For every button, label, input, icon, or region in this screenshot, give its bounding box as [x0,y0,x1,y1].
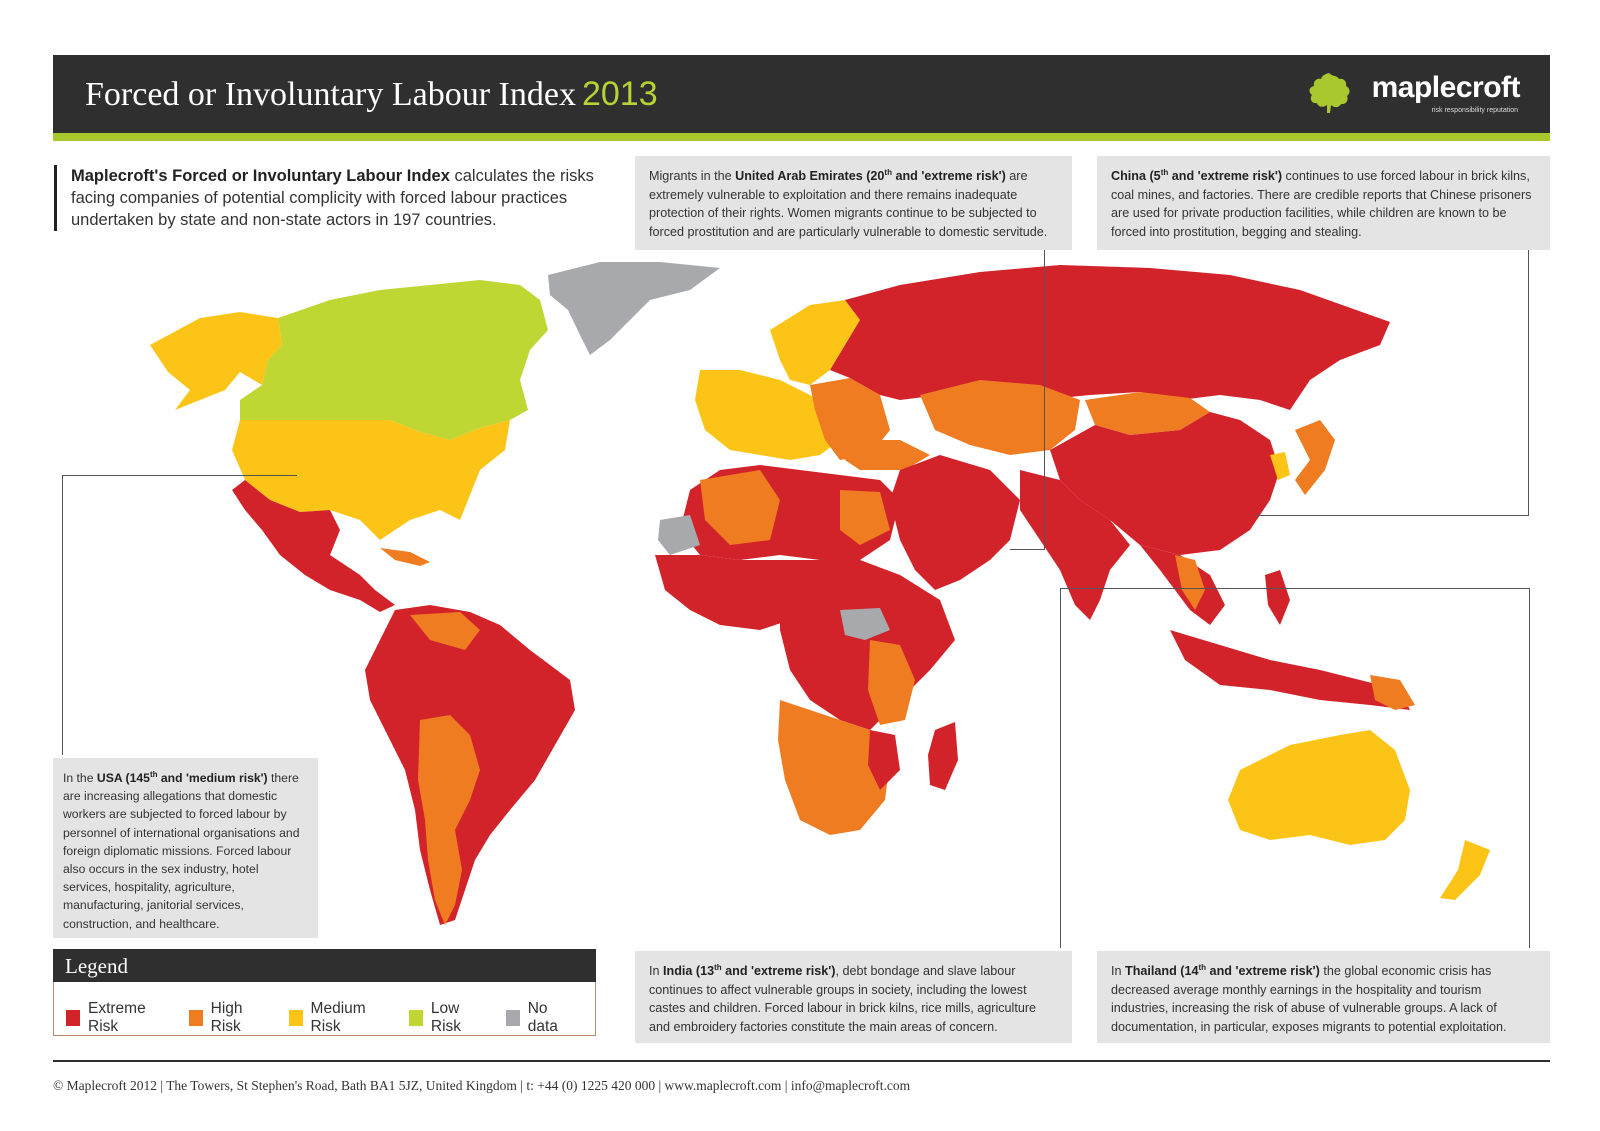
legend-items [66,1000,595,1036]
map-region-japan [1295,420,1335,495]
leader-line-china-v [1528,250,1529,515]
callout-usa-country: USA (145th and 'medium risk') [96,770,268,786]
footer-rule [53,1060,1550,1062]
callout-usa: In the USA (145th and 'medium risk') there are increasing allegations that domestic workers are subjected to forced labour by personnel of international organisations and foreign diplomatic missions. Forced labour also occurs in the sex industry, hotel services, hospitality, agriculture, manufacturing, janitorial services, construction, and healthcare. [53,758,318,938]
legend-title: Legend [65,954,128,978]
map-region-west-africa [655,555,800,630]
legend-swatch-high [189,1010,203,1026]
legend-swatch-extreme [66,1010,80,1026]
callout-uae: Migrants in the United Arab Emirates (20th and 'extreme risk') are extremely vulnerable to exploitation and there remains inadequate protection of their rights. Women migrants continue to be subjected to forced prostitution and are particularly vulnerable to domestic servitude. [635,156,1072,250]
legend-swatch-low [409,1010,423,1026]
callout-china: China (5th and 'extreme risk') continues to use forced labour in brick kilns, coal mines, and factories. There are credible reports that Chinese prisoners are used for private production facilities, while children are known to be forced into prostitution, begging and stealing. [1097,156,1550,250]
leader-line-thailand-v2 [1529,588,1530,948]
legend-header [53,949,596,982]
callout-uae-country: United Arab Emirates (20th and 'extreme risk') [735,168,1006,184]
title-year: 2013 [581,75,658,113]
map-region-madagascar [928,722,958,790]
leader-line-thailand-h [1060,588,1530,589]
logo-wordmark: maplecroft [1371,71,1520,104]
map-region-middle-east [890,455,1020,590]
callout-thailand: In Thailand (14th and 'extreme risk') the global economic crisis has decreased average monthly earnings in the hospitality and tourism industries, increasing the risk of abuse of vulnerable groups. A lack of documentation, in particular, exposes migrants to potential exploitation. [1097,951,1550,1043]
callout-india-country: India (13th and 'extreme risk') [663,963,836,979]
map-region-caribbean [380,548,430,566]
callout-thailand-country: Thailand (14th and 'extreme risk') [1125,963,1320,979]
map-region-australia [1228,730,1410,845]
leader-line-uae-h [1010,549,1045,550]
legend-item-nodata: No data [506,1000,575,1036]
logo-tagline: risk responsibility reputation [1431,107,1518,114]
legend-swatch-nodata [506,1010,520,1026]
intro-body: calculates the risks facing companies of potential complicity with forced labour practices undertaken by state and non-state actors in 197 countries. [71,167,594,229]
map-region-central-africa [780,560,955,730]
legend-item-high: High Risk [189,1000,269,1036]
map-region-indonesia [1170,630,1410,710]
legend-item-medium: Medium Risk [289,1000,389,1036]
footer-text: © Maplecroft 2012 | The Towers, St Stephen's Road, Bath BA1 5JZ, United Kingdom | t: +44 (0) 1225 420 000 | www.maplecroft.com | info@maplecroft.com [53,1078,911,1093]
leader-line-usa-v [62,475,63,755]
legend-item-low: Low Risk [409,1000,486,1036]
map-region-russia [830,265,1390,410]
leader-line-china-h [1255,515,1529,516]
map-region-canada [240,280,548,440]
leader-line-uae-v [1044,250,1045,550]
map-legend [53,949,596,1036]
leader-line-usa-h [62,475,297,476]
map-region-central-asia [920,380,1080,455]
leader-line-thailand-v1 [1060,588,1061,948]
callout-india: In India (13th and 'extreme risk'), debt bondage and slave labour continues to affect vulnerable groups in society, including the lowest castes and children. Forced labour in brick kilns, rice mills, agriculture and embroidery factories constitute the main areas of concern. [635,951,1072,1043]
page-title: Forced or Involuntary Labour Index 2013 [85,75,658,113]
callout-china-country: China (5th and 'extreme risk') [1111,168,1283,184]
map-region-new-zealand [1440,840,1490,900]
intro-lead: Maplecroft's Forced or Involuntary Labour Index [71,167,450,185]
legend-swatch-medium [289,1010,303,1026]
map-region-greenland [548,262,720,355]
map-region-philippines [1265,570,1290,625]
legend-item-extreme: Extreme Risk [66,1000,169,1036]
